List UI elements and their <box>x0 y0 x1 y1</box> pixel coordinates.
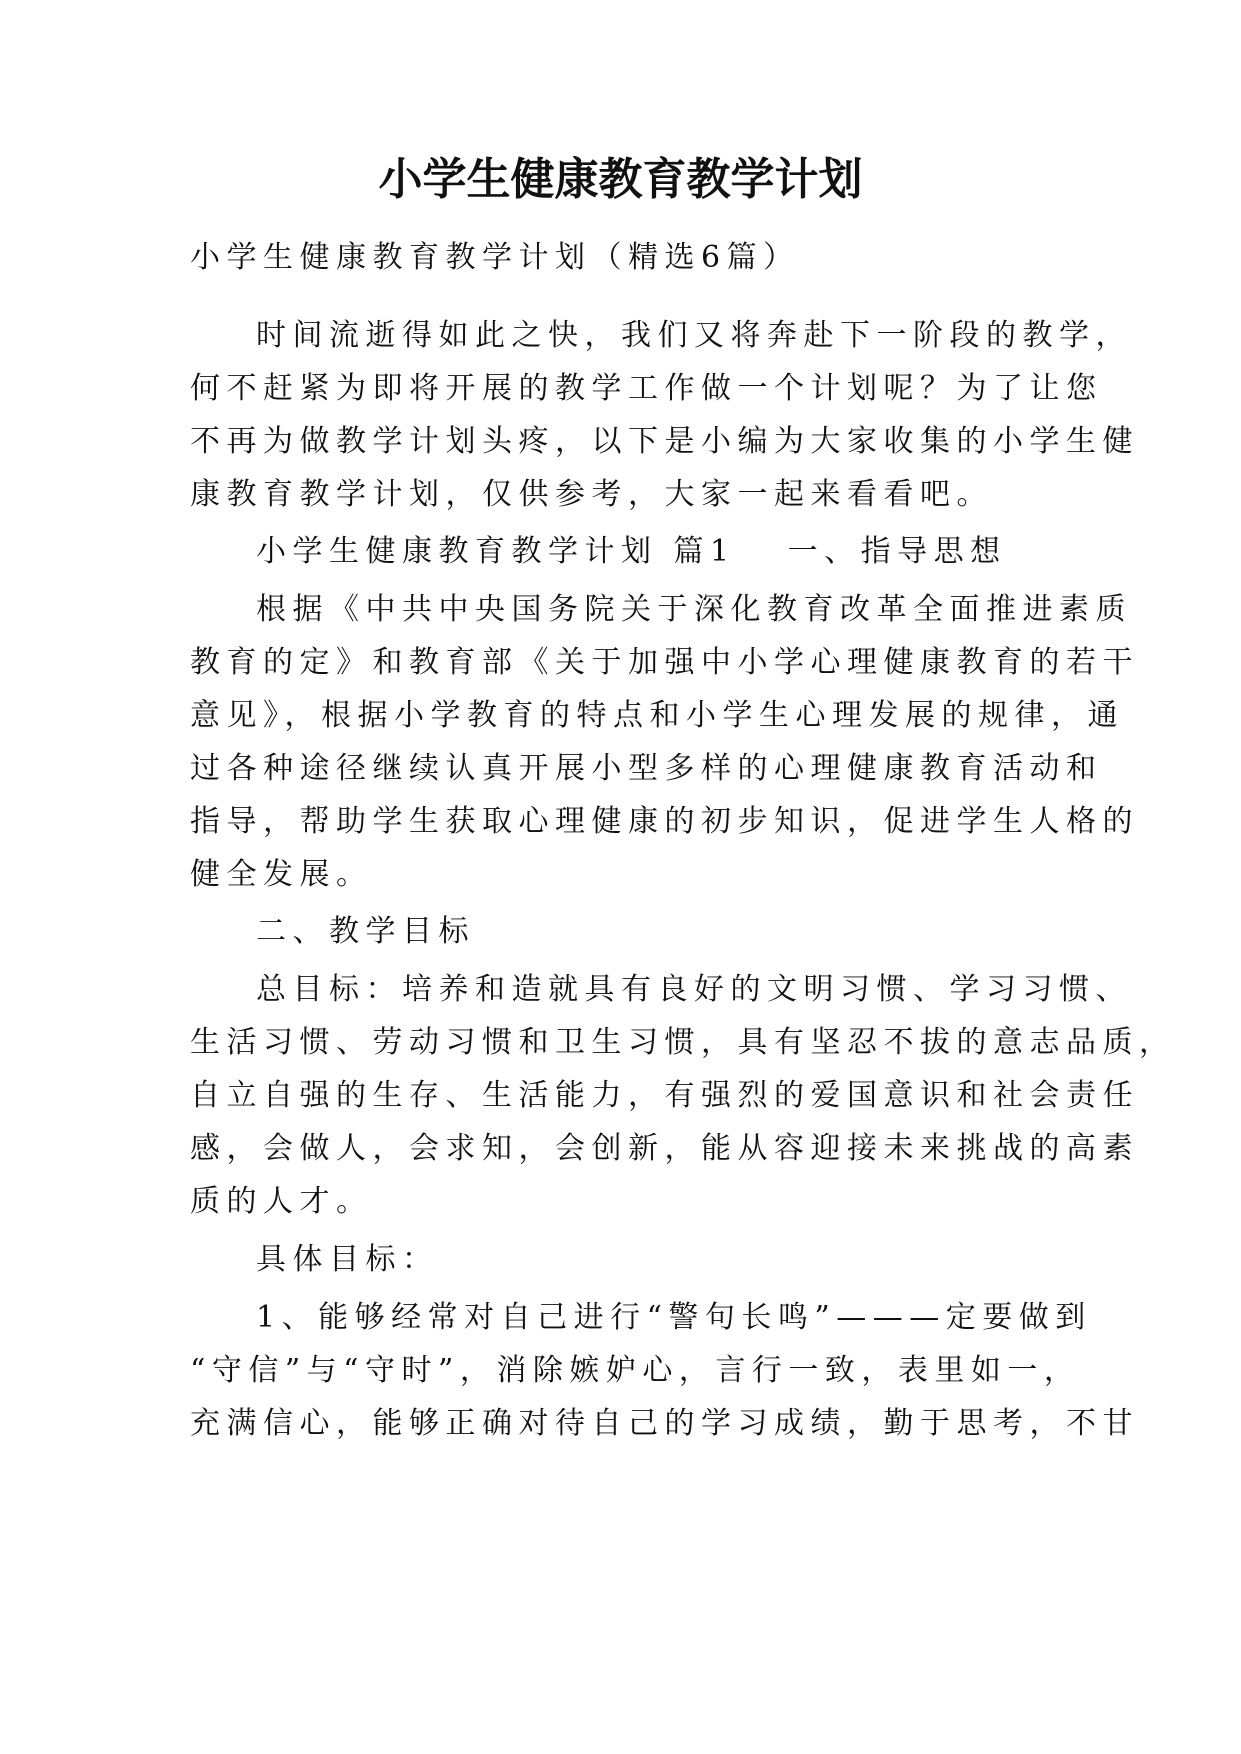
paragraph-line: 总目标：培养和造就具有良好的文明习惯、学习习惯、 <box>256 972 1132 1007</box>
chapter-label: 小学生健康教育教学计划 篇1 <box>256 534 736 569</box>
paragraph-line: 生活习惯、劳动习惯和卫生习惯，具有坚忍不拔的意志品质， <box>190 1025 1176 1060</box>
paragraph-line: 自立自强的生存、生活能力，有强烈的爱国意识和社会责任 <box>190 1078 1139 1113</box>
paragraph-line: 意见》，根据小学教育的特点和小学生心理发展的规律，通 <box>190 698 1124 733</box>
paragraph-line: 具体目标： <box>256 1242 439 1277</box>
paragraph-line: 时间流逝得如此之快，我们又将奔赴下一阶段的教学， <box>256 318 1132 353</box>
paragraph-line: 何不赶紧为即将开展的教学工作做一个计划呢？为了让您 <box>190 371 1103 406</box>
paragraph-line: 质的人才。 <box>190 1184 373 1219</box>
section-heading: 二、教学目标 <box>256 914 475 949</box>
subtitle-line: 小学生健康教育教学计划（精选6篇） <box>190 240 800 275</box>
paragraph-line: 教育的定》和教育部《关于加强中小学心理健康教育的若干 <box>190 645 1139 680</box>
paragraph-line: 根据《中共中央国务院关于深化教育改革全面推进素质 <box>256 592 1132 627</box>
paragraph-line: 康教育教学计划，仅供参考，大家一起来看看吧。 <box>190 477 993 512</box>
paragraph-line: 1、能够经常对自己进行“警句长鸣”———定要做到 <box>256 1300 1092 1335</box>
paragraph-line: 过各种途径继续认真开展小型多样的心理健康教育活动和 <box>190 751 1103 786</box>
paragraph-line: 不再为做教学计划头疼，以下是小编为大家收集的小学生健 <box>190 424 1139 459</box>
document-title: 小学生健康教育教学计划 <box>378 154 863 205</box>
paragraph-line: 健全发展。 <box>190 857 373 892</box>
paragraph-line: 指导，帮助学生获取心理健康的初步知识，促进学生人格的 <box>190 804 1139 839</box>
section-heading-line <box>256 532 1007 572</box>
paragraph-line: “守信”与“守时”，消除嫉妒心，言行一致，表里如一， <box>190 1353 1081 1388</box>
paragraph-line: 感，会做人，会求知，会创新，能从容迎接未来挑战的高素 <box>190 1131 1139 1166</box>
paragraph-line: 充满信心，能够正确对待自己的学习成绩，勤于思考，不甘 <box>190 1406 1139 1441</box>
section-heading: 一、指导思想 <box>787 534 1007 569</box>
